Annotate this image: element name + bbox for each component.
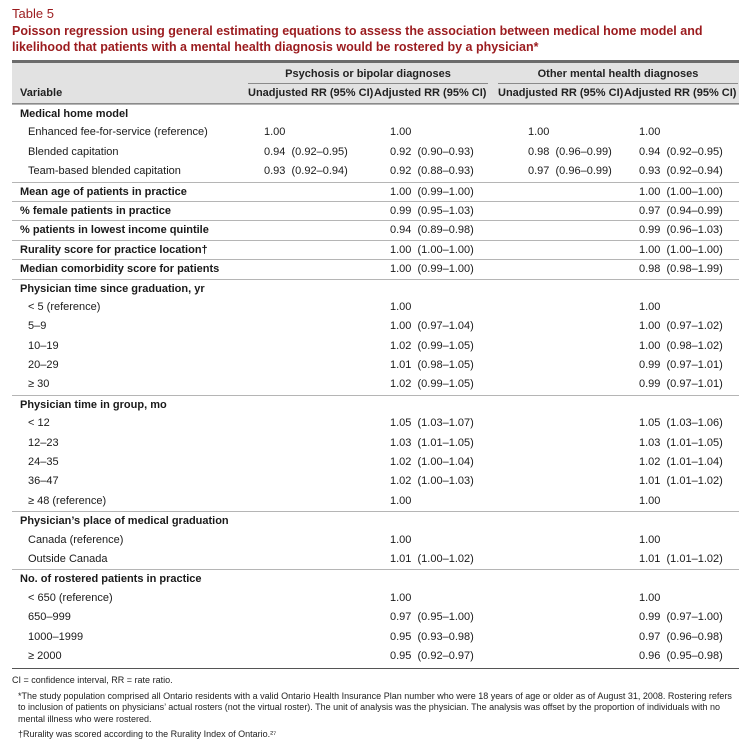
- table-section-row: [12, 259, 739, 278]
- table-section-row: [12, 201, 739, 220]
- table-section-row: [12, 240, 739, 259]
- row-label: Blended capitation: [28, 145, 119, 158]
- footnote-rurality: †Rurality was scored according to the Rurality Index of Ontario.²⁷: [18, 729, 277, 740]
- cell-c2: 1.00 (0.99–1.00): [390, 263, 474, 276]
- table-row: [12, 550, 739, 569]
- cell-c4: 0.97 (0.96–0.98): [639, 630, 723, 643]
- row-label: 36–47: [28, 475, 59, 488]
- table-row: [12, 356, 739, 375]
- cell-c4: 1.05 (1.03–1.06): [639, 417, 723, 430]
- column-header-adjusted-1: Adjusted RR (95% CI): [374, 87, 487, 99]
- cell-c2: 0.97 (0.95–1.00): [390, 611, 474, 624]
- table-row: [12, 143, 739, 162]
- cell-c1: 0.94 (0.92–0.95): [264, 145, 348, 158]
- cell-c4: 0.99 (0.97–1.00): [639, 611, 723, 624]
- row-label: % female patients in practice: [20, 204, 171, 217]
- table-row: [12, 492, 739, 511]
- row-label: Team-based blended capitation: [28, 165, 181, 178]
- table-footnotes: [12, 675, 739, 741]
- cell-c4: 1.00: [639, 591, 661, 604]
- group-rule-psychosis: [248, 83, 488, 84]
- cell-c2: 1.00 (0.99–1.00): [390, 185, 474, 198]
- cell-c2: 0.92 (0.88–0.93): [390, 165, 474, 178]
- cell-c3: 1.00: [528, 126, 550, 139]
- table-title: Poisson regression using general estimating equations to assess the association between medical home model and likelihood that patients with a mental health diagnosis would be rostered by a physician*: [12, 24, 703, 54]
- cell-c1: 0.93 (0.92–0.94): [264, 165, 348, 178]
- row-label: < 650 (reference): [28, 591, 113, 604]
- row-label: Physician time since graduation, yr: [20, 282, 205, 295]
- table-section-row: [12, 569, 739, 588]
- column-header-adjusted-2: Adjusted RR (95% CI): [624, 87, 737, 99]
- table-row: [12, 589, 739, 608]
- cell-c4: 0.96 (0.95–0.98): [639, 649, 723, 662]
- cell-c4: 0.98 (0.98–1.99): [639, 263, 723, 276]
- cell-c2: 0.95 (0.93–0.98): [390, 630, 474, 643]
- row-label: Outside Canada: [28, 552, 108, 565]
- row-label: Median comorbidity score for patients: [20, 263, 220, 276]
- row-label: Physician time in group, mo: [20, 398, 167, 411]
- cell-c4: 0.97 (0.94–0.99): [639, 204, 723, 217]
- cell-c4: 0.99 (0.97–1.01): [639, 378, 723, 391]
- table-row: [12, 414, 739, 433]
- cell-c4: 1.00: [639, 533, 661, 546]
- table-row: [12, 608, 739, 627]
- cell-c4: 0.99 (0.96–1.03): [639, 224, 723, 237]
- table-row: [12, 375, 739, 394]
- table-section-row: [12, 511, 739, 530]
- cell-c4: 0.99 (0.97–1.01): [639, 359, 723, 372]
- table-row: [12, 453, 739, 472]
- row-label: < 5 (reference): [28, 300, 101, 313]
- table-section-row: [12, 182, 739, 201]
- table-row: [12, 337, 739, 356]
- table-row: [12, 123, 739, 142]
- cell-c2: 1.00 (1.00–1.00): [390, 243, 474, 256]
- row-label: Enhanced fee-for-service (reference): [28, 126, 208, 139]
- cell-c2: 1.00: [390, 300, 412, 313]
- row-label: < 12: [28, 417, 50, 430]
- cell-c2: 1.01 (1.00–1.02): [390, 552, 474, 565]
- cell-c2: 0.94 (0.89–0.98): [390, 224, 474, 237]
- table-label: Table 5: [12, 6, 54, 21]
- cell-c3: 0.97 (0.96–0.99): [528, 165, 612, 178]
- row-label: Rurality score for practice location†: [20, 243, 208, 256]
- row-label: Medical home model: [20, 108, 129, 120]
- cell-c2: 1.02 (1.00–1.03): [390, 475, 474, 488]
- row-label: ≥ 30: [28, 378, 50, 391]
- cell-c2: 1.01 (0.98–1.05): [390, 359, 474, 372]
- table-section-row: [12, 220, 739, 239]
- cell-c4: 1.01 (1.01–1.02): [639, 552, 723, 565]
- table-section-row: [12, 104, 739, 123]
- column-header-unadjusted-1: Unadjusted RR (95% CI): [248, 87, 374, 99]
- row-label: Physician’s place of medical graduation: [20, 515, 229, 528]
- group-header-other: Other mental health diagnoses: [537, 68, 699, 80]
- table-row: [12, 647, 739, 666]
- cell-c2: 1.00: [390, 533, 412, 546]
- cell-c4: 1.00 (1.00–1.00): [639, 185, 723, 198]
- cell-c4: 1.02 (1.01–1.04): [639, 456, 723, 469]
- table-row: [12, 162, 739, 181]
- cell-c4: 1.00: [639, 300, 661, 313]
- table-row: [12, 472, 739, 491]
- column-header-variable: Variable: [20, 87, 63, 99]
- cell-c2: 1.00: [390, 591, 412, 604]
- row-label: 1000–1999: [28, 630, 84, 643]
- footnote-study-population: *The study population comprised all Ontario residents with a valid Ontario Health Insurance Plan number who were 18 years of age or older as of August 31, 2008. Rostering refers to inclusion of patients on physicians’ actual rosters (not the virtual roster). The unit of analysis was the physician. The analysis was offset by the proportion of individuals with no mental illness who were rostered.: [18, 690, 732, 724]
- cell-c2: 1.02 (0.99–1.05): [390, 378, 474, 391]
- row-label: 20–29: [28, 359, 59, 372]
- cell-c2: 1.03 (1.01–1.05): [390, 436, 474, 449]
- cell-c2: 1.00: [390, 126, 412, 139]
- footnote-abbreviations: CI = confidence interval, RR = rate ratio.: [12, 675, 173, 686]
- row-label: % patients in lowest income quintile: [20, 224, 209, 237]
- table-row: [12, 317, 739, 336]
- row-label: ≥ 48 (reference): [28, 494, 107, 507]
- cell-c4: 1.00: [639, 126, 661, 139]
- row-label: Mean age of patients in practice: [20, 185, 187, 198]
- cell-c4: 0.93 (0.92–0.94): [639, 165, 723, 178]
- cell-c2: 0.95 (0.92–0.97): [390, 649, 474, 662]
- row-label: 12–23: [28, 436, 59, 449]
- row-label: 650–999: [28, 611, 71, 624]
- table-section-row: [12, 395, 739, 414]
- cell-c1: 1.00: [264, 126, 286, 139]
- cell-c4: 1.00 (0.97–1.02): [639, 320, 723, 333]
- table-body: [12, 104, 739, 666]
- row-label: Canada (reference): [28, 533, 124, 546]
- group-header-psychosis: Psychosis or bipolar diagnoses: [285, 68, 451, 80]
- cell-c4: 1.01 (1.01–1.02): [639, 475, 723, 488]
- cell-c2: 1.00 (0.97–1.04): [390, 320, 474, 333]
- cell-c2: 0.99 (0.95–1.03): [390, 204, 474, 217]
- cell-c4: 1.00: [639, 494, 661, 507]
- row-label: 24–35: [28, 456, 59, 469]
- cell-c4: 1.00 (0.98–1.02): [639, 339, 723, 352]
- table-row: [12, 434, 739, 453]
- table-header: [12, 63, 739, 103]
- row-label: 5–9: [28, 320, 47, 333]
- group-rule-other: [498, 83, 738, 84]
- cell-c4: 0.94 (0.92–0.95): [639, 145, 723, 158]
- cell-c2: 1.02 (0.99–1.05): [390, 339, 474, 352]
- cell-c2: 1.05 (1.03–1.07): [390, 417, 474, 430]
- bottom-rule: [12, 668, 739, 669]
- cell-c4: 1.03 (1.01–1.05): [639, 436, 723, 449]
- cell-c4: 1.00 (1.00–1.00): [639, 243, 723, 256]
- cell-c2: 1.02 (1.00–1.04): [390, 456, 474, 469]
- table-row: [12, 628, 739, 647]
- cell-c2: 1.00: [390, 494, 412, 507]
- row-label: ≥ 2000: [28, 649, 62, 662]
- column-header-unadjusted-2: Unadjusted RR (95% CI): [498, 87, 624, 99]
- cell-c2: 0.92 (0.90–0.93): [390, 145, 474, 158]
- cell-c3: 0.98 (0.96–0.99): [528, 145, 612, 158]
- table-section-row: [12, 279, 739, 298]
- table-row: [12, 531, 739, 550]
- row-label: 10–19: [28, 339, 59, 352]
- table-row: [12, 298, 739, 317]
- row-label: No. of rostered patients in practice: [20, 573, 202, 586]
